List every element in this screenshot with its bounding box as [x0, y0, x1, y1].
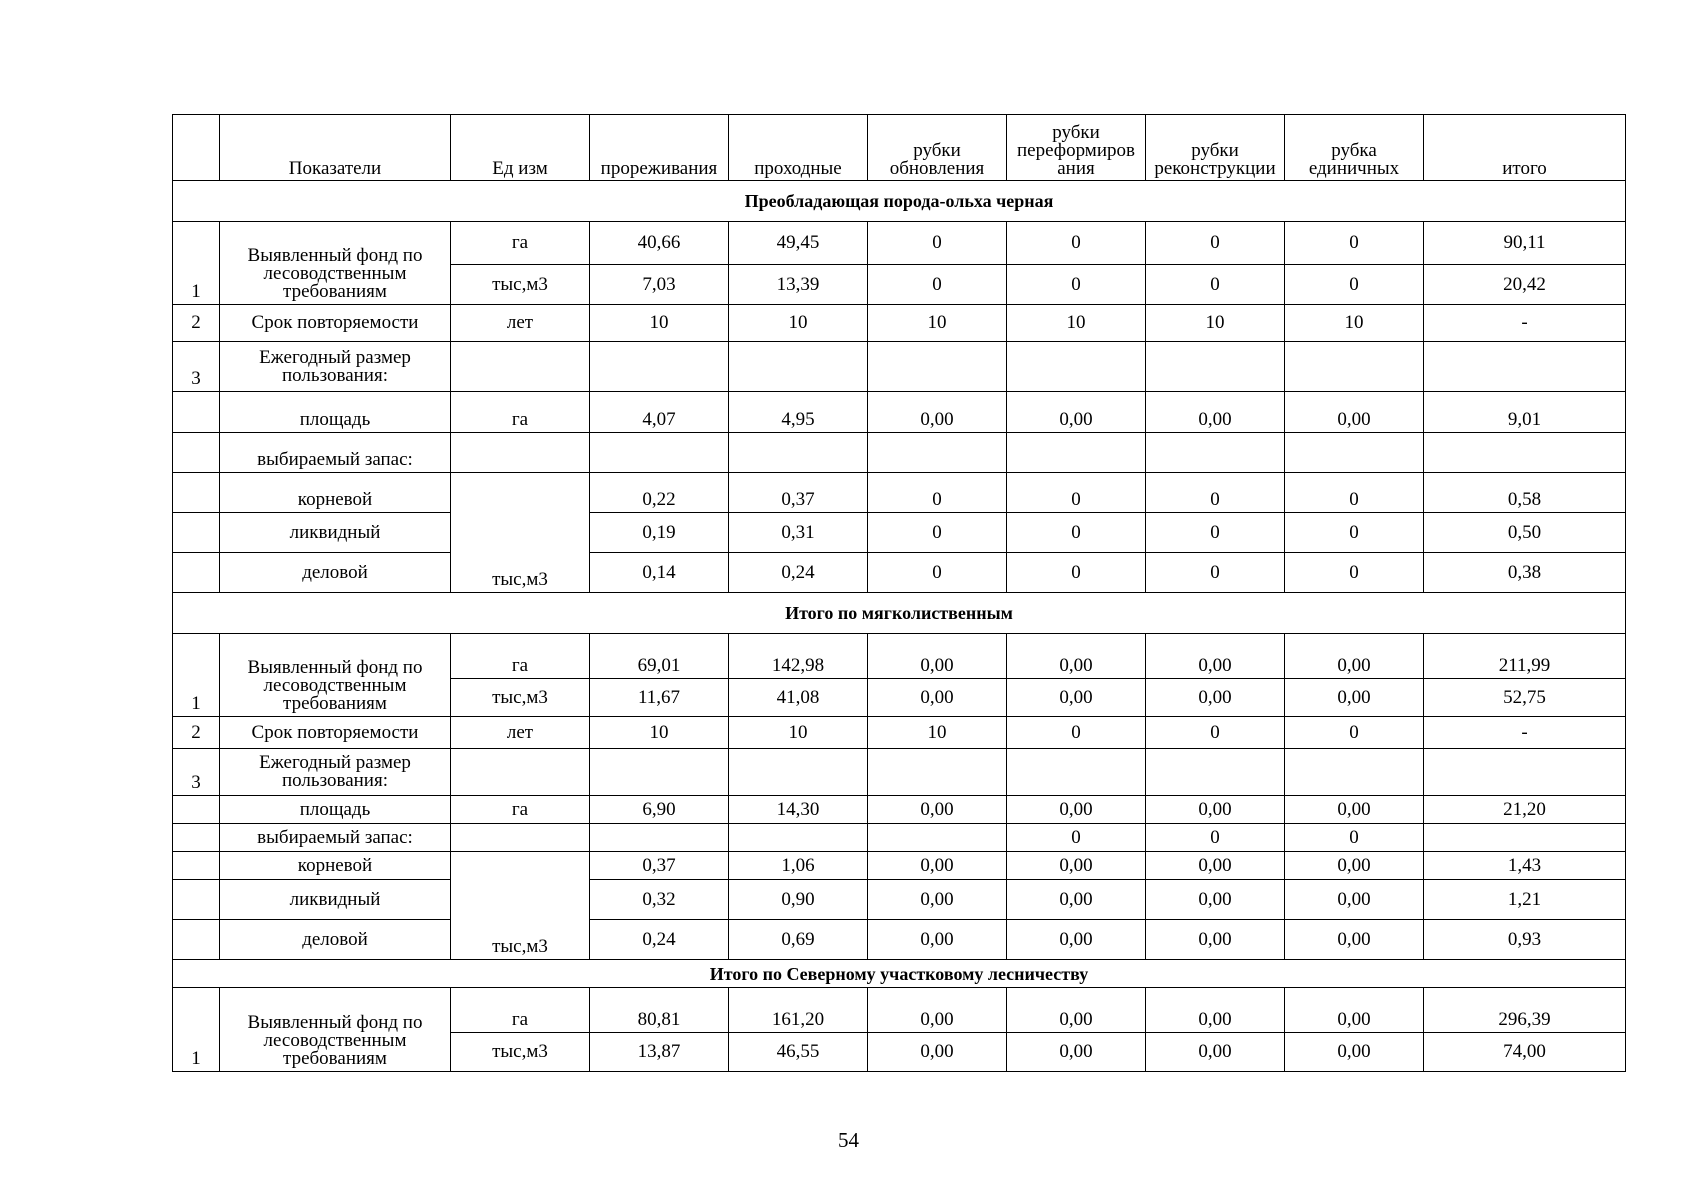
total-cell [1424, 749, 1626, 796]
value-cell: 0,14 [590, 553, 729, 593]
row-label: Ежегодный размер пользования: [220, 749, 451, 796]
value-cell: 0,00 [1285, 392, 1424, 433]
value-cell: 0,00 [1007, 1033, 1146, 1072]
value-cell: 13,87 [590, 1033, 729, 1072]
total-cell: 9,01 [1424, 392, 1626, 433]
value-cell: 0,22 [590, 473, 729, 513]
unit-cell: га [451, 634, 590, 679]
value-cell: 10 [1146, 305, 1285, 342]
row-num: 3 [173, 342, 220, 392]
forestry-table [172, 114, 1626, 1072]
value-cell: 0,69 [729, 920, 868, 960]
total-cell: 90,11 [1424, 222, 1626, 265]
value-cell: 0,00 [1146, 852, 1285, 880]
value-cell [1007, 342, 1146, 392]
value-cell [1007, 749, 1146, 796]
value-cell: 0,19 [590, 513, 729, 553]
value-cell [1007, 433, 1146, 473]
total-cell: 296,39 [1424, 988, 1626, 1033]
table-row [173, 473, 1626, 513]
total-cell: 20,42 [1424, 265, 1626, 305]
row-num: 2 [173, 717, 220, 749]
value-cell: 0 [1146, 824, 1285, 852]
value-cell: 10 [868, 717, 1007, 749]
value-cell: 0,00 [1285, 920, 1424, 960]
value-cell: 80,81 [590, 988, 729, 1033]
row-label: выбираемый запас: [220, 824, 451, 852]
row-num: 1 [173, 988, 220, 1072]
row-label: ликвидный [220, 513, 451, 553]
table-row [173, 988, 1626, 1033]
total-cell: 74,00 [1424, 1033, 1626, 1072]
value-cell: 0 [1285, 265, 1424, 305]
unit-cell: га [451, 392, 590, 433]
row-label: площадь [220, 392, 451, 433]
value-cell: 10 [1285, 305, 1424, 342]
value-cell: 0 [1007, 553, 1146, 593]
header-reformation: рубки переформиров ания [1007, 115, 1146, 181]
section-title: Итого по мягколиственным [173, 593, 1626, 634]
unit-cell: га [451, 988, 590, 1033]
row-label: деловой [220, 553, 451, 593]
header-unit: Ед изм [451, 115, 590, 181]
value-cell [729, 342, 868, 392]
value-cell: 0,00 [1285, 634, 1424, 679]
value-cell: 142,98 [729, 634, 868, 679]
value-cell: 10 [590, 305, 729, 342]
value-cell: 0 [868, 473, 1007, 513]
value-cell: 1,06 [729, 852, 868, 880]
value-cell: 0,00 [1146, 392, 1285, 433]
total-cell: 0,50 [1424, 513, 1626, 553]
row-num: 3 [173, 749, 220, 796]
value-cell [590, 824, 729, 852]
header-indicator: Показатели [220, 115, 451, 181]
unit-cell: тыс,м3 [451, 265, 590, 305]
value-cell: 0,00 [868, 920, 1007, 960]
row-num [173, 392, 220, 433]
value-cell: 0 [1285, 473, 1424, 513]
value-cell [729, 824, 868, 852]
value-cell: 0,37 [590, 852, 729, 880]
value-cell: 0 [1146, 513, 1285, 553]
value-cell: 0 [1146, 553, 1285, 593]
row-label: выбираемый запас: [220, 433, 451, 473]
section-title-row [173, 181, 1626, 222]
table-row [173, 342, 1626, 392]
value-cell [868, 433, 1007, 473]
value-cell: 0 [1285, 553, 1424, 593]
row-num: 2 [173, 305, 220, 342]
value-cell: 49,45 [729, 222, 868, 265]
header-total: итого [1424, 115, 1626, 181]
table-row [173, 433, 1626, 473]
row-num: 1 [173, 222, 220, 305]
row-label: Срок повторяемости [220, 717, 451, 749]
value-cell: 0,00 [868, 796, 1007, 824]
value-cell [868, 342, 1007, 392]
value-cell: 13,39 [729, 265, 868, 305]
table-row [173, 392, 1626, 433]
value-cell: 6,90 [590, 796, 729, 824]
table-row [173, 852, 1626, 880]
value-cell: 0,90 [729, 880, 868, 920]
value-cell: 0,00 [1007, 988, 1146, 1033]
value-cell: 0 [1007, 473, 1146, 513]
value-cell [868, 749, 1007, 796]
total-cell: 1,43 [1424, 852, 1626, 880]
total-cell [1424, 342, 1626, 392]
value-cell [590, 433, 729, 473]
table-row [173, 513, 1626, 553]
value-cell: 0 [868, 265, 1007, 305]
unit-cell: тыс,м3 [451, 1033, 590, 1072]
table-row [173, 880, 1626, 920]
total-cell: - [1424, 305, 1626, 342]
total-cell: 21,20 [1424, 796, 1626, 824]
row-num [173, 513, 220, 553]
value-cell: 0 [868, 513, 1007, 553]
row-label: площадь [220, 796, 451, 824]
table-row [173, 553, 1626, 593]
total-cell: 0,58 [1424, 473, 1626, 513]
value-cell: 4,95 [729, 392, 868, 433]
value-cell [1146, 342, 1285, 392]
table-row [173, 824, 1626, 852]
value-cell: 0,00 [868, 679, 1007, 717]
value-cell [1285, 342, 1424, 392]
value-cell: 0,00 [1007, 392, 1146, 433]
value-cell: 0 [1007, 265, 1146, 305]
value-cell: 0,00 [1146, 920, 1285, 960]
value-cell: 46,55 [729, 1033, 868, 1072]
value-cell: 10 [1007, 305, 1146, 342]
value-cell: 10 [729, 717, 868, 749]
value-cell: 0,00 [868, 852, 1007, 880]
value-cell: 0,37 [729, 473, 868, 513]
value-cell: 0,00 [1285, 679, 1424, 717]
row-label: Выявленный фонд по лесоводственным требованиям [220, 634, 451, 717]
value-cell: 0,00 [1285, 1033, 1424, 1072]
value-cell: 10 [868, 305, 1007, 342]
total-cell: 0,93 [1424, 920, 1626, 960]
value-cell: 10 [729, 305, 868, 342]
header-row [173, 115, 1626, 181]
value-cell: 10 [590, 717, 729, 749]
row-num [173, 920, 220, 960]
value-cell: 161,20 [729, 988, 868, 1033]
value-cell [1146, 749, 1285, 796]
table-row [173, 796, 1626, 824]
value-cell: 0,31 [729, 513, 868, 553]
header-single: рубка единичных [1285, 115, 1424, 181]
value-cell: 41,08 [729, 679, 868, 717]
section-title: Преобладающая порода-ольха черная [173, 181, 1626, 222]
value-cell: 0 [1146, 265, 1285, 305]
value-cell [590, 749, 729, 796]
value-cell: 0,00 [868, 988, 1007, 1033]
unit-cell [451, 342, 590, 392]
value-cell [1285, 433, 1424, 473]
row-num [173, 796, 220, 824]
value-cell: 0 [1146, 717, 1285, 749]
row-label: корневой [220, 852, 451, 880]
header-passage: проходные [729, 115, 868, 181]
value-cell: 0 [1146, 473, 1285, 513]
value-cell [1146, 433, 1285, 473]
row-num [173, 553, 220, 593]
value-cell [729, 749, 868, 796]
table-row [173, 920, 1626, 960]
unit-cell: тыс,м3 [451, 852, 590, 960]
row-num: 1 [173, 634, 220, 717]
total-cell [1424, 824, 1626, 852]
table-row [173, 634, 1626, 679]
total-cell [1424, 433, 1626, 473]
section-title: Итого по Северному участковому лесничеству [173, 960, 1626, 988]
value-cell: 0,00 [1285, 880, 1424, 920]
unit-cell: тыс,м3 [451, 679, 590, 717]
value-cell: 0 [1285, 222, 1424, 265]
value-cell: 0,00 [1007, 920, 1146, 960]
unit-cell: га [451, 796, 590, 824]
table-row [173, 305, 1626, 342]
value-cell: 0,24 [729, 553, 868, 593]
value-cell: 0,00 [868, 634, 1007, 679]
row-label: Срок повторяемости [220, 305, 451, 342]
row-label: Выявленный фонд по лесоводственным требованиям [220, 988, 451, 1072]
value-cell: 14,30 [729, 796, 868, 824]
total-cell: 211,99 [1424, 634, 1626, 679]
value-cell: 0 [1285, 717, 1424, 749]
total-cell: 0,38 [1424, 553, 1626, 593]
value-cell: 0 [1285, 824, 1424, 852]
row-num [173, 880, 220, 920]
unit-cell: лет [451, 717, 590, 749]
value-cell [868, 824, 1007, 852]
value-cell: 0,32 [590, 880, 729, 920]
value-cell: 0 [1285, 513, 1424, 553]
total-cell: 52,75 [1424, 679, 1626, 717]
value-cell: 0,00 [1007, 796, 1146, 824]
value-cell: 0 [868, 553, 1007, 593]
row-label: деловой [220, 920, 451, 960]
unit-cell: лет [451, 305, 590, 342]
section-title-row [173, 960, 1626, 988]
row-label: Ежегодный размер пользования: [220, 342, 451, 392]
row-num [173, 852, 220, 880]
value-cell: 0 [1146, 222, 1285, 265]
value-cell: 7,03 [590, 265, 729, 305]
header-thinning: прореживания [590, 115, 729, 181]
value-cell: 11,67 [590, 679, 729, 717]
header-num [173, 115, 220, 181]
value-cell: 0 [868, 222, 1007, 265]
value-cell: 0,00 [868, 392, 1007, 433]
total-cell: - [1424, 717, 1626, 749]
value-cell: 0,00 [1007, 679, 1146, 717]
page-number: 54 [838, 1128, 859, 1152]
value-cell: 0,00 [1007, 852, 1146, 880]
total-cell: 1,21 [1424, 880, 1626, 920]
value-cell: 0,00 [1285, 796, 1424, 824]
value-cell: 69,01 [590, 634, 729, 679]
value-cell: 0,00 [1007, 634, 1146, 679]
value-cell: 0,24 [590, 920, 729, 960]
table-row [173, 717, 1626, 749]
row-label: ликвидный [220, 880, 451, 920]
value-cell: 0 [1007, 222, 1146, 265]
value-cell: 0,00 [1146, 796, 1285, 824]
value-cell: 0 [1007, 513, 1146, 553]
header-reconstruction: рубки реконструкции [1146, 115, 1285, 181]
row-num [173, 473, 220, 513]
value-cell [590, 342, 729, 392]
unit-cell [451, 824, 590, 852]
value-cell: 0,00 [1146, 880, 1285, 920]
value-cell: 0,00 [1146, 1033, 1285, 1072]
unit-cell [451, 749, 590, 796]
unit-cell: тыс,м3 [451, 473, 590, 593]
value-cell [1285, 749, 1424, 796]
table-row [173, 749, 1626, 796]
row-label: корневой [220, 473, 451, 513]
unit-cell: га [451, 222, 590, 265]
row-num [173, 433, 220, 473]
value-cell: 0,00 [1007, 880, 1146, 920]
value-cell: 0,00 [1146, 634, 1285, 679]
table-row [173, 222, 1626, 265]
value-cell: 4,07 [590, 392, 729, 433]
section-title-row [173, 593, 1626, 634]
value-cell: 0 [1007, 717, 1146, 749]
value-cell [729, 433, 868, 473]
value-cell: 0,00 [1285, 988, 1424, 1033]
value-cell: 0 [1007, 824, 1146, 852]
value-cell: 0,00 [1146, 679, 1285, 717]
row-num [173, 824, 220, 852]
value-cell: 40,66 [590, 222, 729, 265]
unit-cell [451, 433, 590, 473]
value-cell: 0,00 [868, 1033, 1007, 1072]
value-cell: 0,00 [1285, 852, 1424, 880]
value-cell: 0,00 [1146, 988, 1285, 1033]
header-renewal: рубки обновления [868, 115, 1007, 181]
value-cell: 0,00 [868, 880, 1007, 920]
row-label: Выявленный фонд по лесоводственным требованиям [220, 222, 451, 305]
